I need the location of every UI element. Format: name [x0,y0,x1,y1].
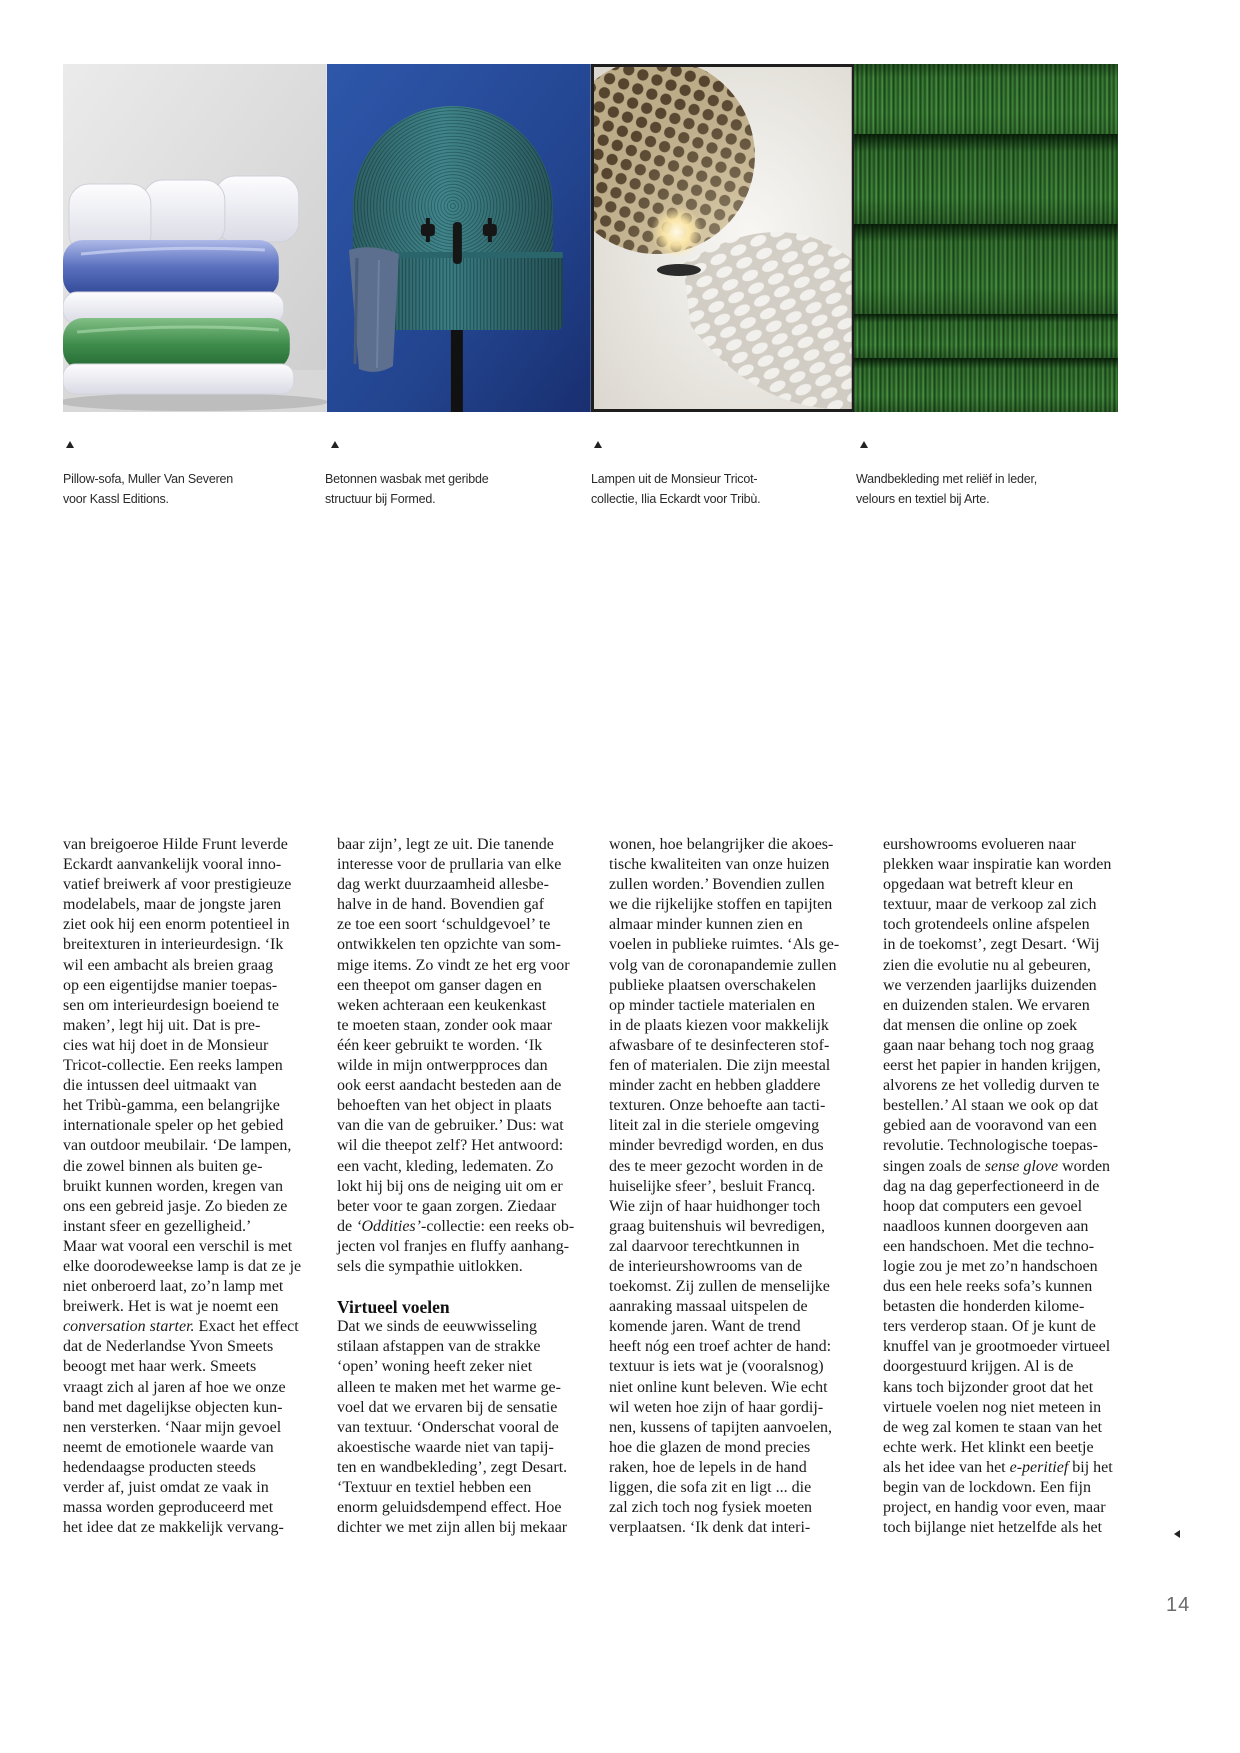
text-line: publieke plaatsen overschakelen [609,976,817,994]
text-line: wil die theepot zelf? Het antwoord: [337,1137,564,1155]
text-line: sels die sympathie uitlokken. [337,1257,523,1275]
text-line: conversation starter. Exact het effect [63,1318,299,1336]
text-line: minder zacht en hebben gladdere [609,1077,821,1095]
text-line: beoogt met haar werk. Smeets [63,1358,257,1376]
text-line: zal daarvoor terechtkunnen in [609,1237,800,1255]
text-line: en duizenden stalen. We ervaren [883,996,1090,1014]
text-line: liteit zal in die steriele omgeving [609,1117,820,1135]
text-line: alleen te maken met het warme ge- [337,1378,561,1396]
italic-term: e-peritief [1009,1458,1069,1476]
article-column-3 [609,835,844,1538]
text-line: heeft nóg een troef achter de hand: [609,1338,832,1356]
text-line: kans toch bijzonder groot dat het [883,1378,1094,1396]
text-line: akoestische waarde niet van tapij- [337,1438,554,1456]
text-line: massa worden geproduceerd met [63,1499,274,1517]
text-line: band met dagelijkse objecten kun- [63,1398,283,1416]
caption-line: Lampen uit de Monsieur Tricot- [591,472,758,486]
text-line: vraagt zich al jaren af hoe we onze [63,1378,286,1396]
text-line: instant sfeer en gezelligheid.’ [63,1217,252,1235]
caption-line: Wandbekleding met reliëf in leder, [856,472,1038,486]
text-line: logie zou je met zo’n handschoen [883,1257,1098,1275]
text-line: dichter we met zijn allen bij mekaar [337,1519,568,1537]
text-line: een theepot om ganser dagen en [337,976,542,994]
triangle-up-icon [331,441,339,448]
text-line: ters verderop staan. Of je kunt de [883,1318,1096,1336]
italic-term: ‘Oddities’ [356,1217,421,1235]
text-line: toekomst. Zij zullen de menselijke [609,1278,830,1296]
text-line: hedendaagse producten steeds [63,1458,256,1476]
text-line: enorm geluidsdempend effect. Hoe [337,1499,562,1517]
text-line: we verzenden jaarlijks duizenden [883,976,1097,994]
text-line: verplaatsen. ‘Ik denk dat interi- [609,1519,811,1537]
photo-wall-covering [854,64,1118,412]
text-line: tische kwaliteiten van onze huizen [609,856,830,874]
triangle-up-icon [594,441,602,448]
text-line: vatief breiwerk af voor prestigieuze [63,876,292,894]
italic-term: conversation starter. [63,1318,195,1336]
text-line: ons een gebreid jasje. Zo bieden ze [63,1197,288,1215]
text-line: breitexturen in interieurdesign. ‘Ik [63,936,284,954]
text-line: maken’, legt hij uit. Dat is pre- [63,1016,261,1034]
text-line: texturen. Onze behoefte aan tacti- [609,1097,826,1115]
text-line: ten en wandbekleding’, zegt Desart. [337,1458,568,1476]
text-line: cies wat hij doet in de Monsieur [63,1036,269,1054]
lamp-image [591,64,855,412]
photo-ribbed-washbasin [327,64,591,412]
text-line: wil een ambacht als breien graag [63,956,274,974]
text-line: raken, hoe de lepels in de hand [609,1458,807,1476]
fringe-rows [854,64,1118,412]
washbasin-image [327,64,591,412]
text-line: de interieurshowrooms van de [609,1257,803,1275]
caption-pillow-sofa [63,470,233,509]
text-line: interesse voor de prullaria van elke [337,856,562,874]
text-line: nen, kussens of tapijten aanvoelen, [609,1418,833,1436]
text-line: des te meer gezocht worden in de [609,1157,824,1175]
text-line: lokt hij bij ons de neiging uit om er [337,1177,563,1195]
sofa-image [63,64,327,412]
text-line: wil weten hoe zijn of haar gordij- [609,1398,824,1416]
text-line: modelabels, maar de jongste jaren [63,896,282,914]
text-line: we die rijkelijke stoffen en tapijten [609,896,833,914]
text-line: huiselijke sfeer’, besluit Francq. [609,1177,816,1195]
text-line: halve in de hand. Bovendien gaf [337,896,545,914]
caption-line: Betonnen wasbak met geribde [325,472,489,486]
text-line: jecten vol franjes en fluffy aanhang- [337,1237,570,1255]
text-line: betasten die honderden kilome- [883,1298,1085,1316]
text-line: die intussen deel uitmaakt van [63,1077,257,1095]
text-line: dus een hele reeks sofa’s kunnen [883,1278,1093,1296]
text-line: elke doorodeweekse lamp is dat ze je [63,1257,302,1275]
text-line: weken achteraan een keukenkast [337,996,547,1014]
text-line: zien die evolutie nu al gebeuren, [883,956,1091,974]
fringe-wall-image [854,64,1118,412]
text-line: almaar minder kunnen zien en [609,916,803,934]
text-line: stilaan afstappen van de strakke [337,1338,541,1356]
text-line: van outdoor meubilair. ‘De lampen, [63,1137,292,1155]
text-line: niet onberoerd laat, zo’n lamp met [63,1278,284,1296]
text-line: baar zijn’, legt ze uit. Die tanende [337,836,554,853]
triangle-left-icon [1174,1530,1180,1538]
triangle-up-icon [66,441,74,448]
text-line: Eckardt aanvankelijk vooral inno- [63,856,282,874]
text-line: eurshowrooms evolueren naar [883,836,1076,853]
text-line: wilde in mijn ontwerpproces dan [337,1057,548,1075]
text-line: hoe die glazen de mond precies [609,1438,811,1456]
text-line: de ‘Oddities’-collectie: een reeks ob- [337,1217,575,1235]
text-line: de weg zal komen te staan van het [883,1418,1103,1436]
text-line: Tricot-collectie. Een reeks lampen [63,1057,283,1075]
text-line: aanraking massaal uitspelen de [609,1298,808,1316]
text-line: op een eigentijdse manier toepas- [63,976,278,994]
text-line: in de plaats kiezen voor makkelijk [609,1016,829,1034]
caption-line: collectie, Ilia Eckardt voor Tribù. [591,491,761,506]
text-line: behoeften van het object in plaats [337,1097,552,1115]
text-line: te moeten staan, zonder ook maar [337,1016,553,1034]
text-line: ook eerst aandacht besteden aan de [337,1077,562,1095]
text-line: één keer gebruikt te worden. ‘Ik [337,1036,543,1054]
text-line: als het idee van het e-peritief bij het [883,1458,1113,1476]
sofa-cushions [63,176,299,394]
text-line: breiwerk. Het is wat je noemt een [63,1298,279,1316]
text-line: neemt de emotionele waarde van [63,1438,274,1456]
basin-pedestal [451,326,463,412]
text-line: dag werkt duurzaamheid allesbe- [337,876,549,894]
text-line: textuur is iets wat je (vooralsnog) [609,1358,824,1376]
text-line: opgedaan wat betreft kleur en [883,876,1074,894]
text-line: minder bevredigd worden, en dus [609,1137,824,1155]
article-column-2 [337,835,575,1538]
text-line: singen zoals de sense glove worden [883,1157,1111,1175]
text-line: eerst het papier in handen krijgen, [883,1057,1101,1075]
text-line: ‘open’ woning heeft zeker niet [337,1358,533,1376]
caption-line: structuur bij Formed. [325,491,436,506]
text-line: niet online kunt beleven. Wie echt [609,1378,828,1396]
text-line: toch grotendeels online afspelen [883,916,1090,934]
text-line: naadloos kunnen doorgeven aan [883,1217,1089,1235]
caption-line: velours en textiel bij Arte. [856,491,990,506]
photo-strip [63,64,1118,412]
text-line: ziet ook hij een enorm potentieel in [63,916,290,934]
text-line: gaan naar behang toch nog graag [883,1036,1095,1054]
text-line: virtuele voelen nog niet meteen in [883,1398,1102,1416]
photo-tricot-lamp [591,64,855,412]
text-line: zullen worden.’ Bovendien zullen [609,876,825,894]
text-line: begin van de lockdown. Een fijn [883,1479,1091,1496]
text-line: ze toe een soort ‘schuldgevoel’ te [337,916,551,934]
text-line: doorgestuurd krijgen. Al is de [883,1358,1074,1376]
text-line: mige items. Zo vindt ze het erg voor [337,956,570,974]
text-line: toch bijlange niet hetzelfde als het [883,1519,1103,1537]
text-line: graag buitenshuis wil bevredigen, [609,1217,825,1235]
triangle-up-icon [860,441,868,448]
italic-term: sense glove [984,1157,1059,1175]
text-line: plekken waar inspiratie kan worden [883,856,1112,874]
text-line: van die van de gebruiker.’ Dus: wat [337,1117,564,1135]
text-line: beter voor te gaan zorgen. Ziedaar [337,1197,557,1215]
text-line: komende jaren. Want de trend [609,1318,801,1336]
text-line: ontwikkelen ten opzichte van som- [337,936,561,954]
lamp-bulb [650,206,702,258]
text-line: voelen in publieke ruimtes. ‘Als ge- [609,936,840,954]
text-line: alvorens ze het volledig durven te [883,1077,1100,1095]
text-line: dat mensen die online op zoek [883,1016,1078,1034]
caption-line: Pillow-sofa, Muller Van Severen [63,472,234,486]
text-line: ‘Textuur en textiel hebben een [337,1479,532,1496]
text-line: project, en handig voor even, maar [883,1499,1106,1517]
text-line: van breigoeroe Hilde Frunt leverde [63,836,288,853]
page-number: 14 [1166,1594,1191,1616]
text-line: internationale speler op het gebied [63,1117,284,1135]
text-line: zal zich toch nog fysiek moeten [609,1499,813,1517]
text-line: bruikt kunnen worden, kregen van [63,1177,283,1195]
text-line: een handschoen. Met die techno- [883,1237,1095,1255]
caption-wall-covering [856,470,1037,509]
caption-lamp [591,470,760,509]
text-line: revolutie. Technologische toepas- [883,1137,1098,1155]
article-column-4 [883,835,1118,1538]
caption-washbasin [325,470,488,509]
text-line: fen of materialen. Die zijn meestal [609,1057,831,1075]
text-line: Dat we sinds de eeuwwisseling [337,1318,537,1336]
text-line: die zowel binnen als buiten ge- [63,1157,263,1175]
text-line: volg van de coronapandemie zullen [609,956,837,974]
article-column-1 [63,835,302,1538]
text-line: Maar wat vooral een verschil is met [63,1237,293,1255]
text-line: liggen, die sofa zit en ligt ... die [609,1479,812,1496]
text-line: dag na dag geperfectioneerd in de [883,1177,1100,1195]
text-line: dat de Nederlandse Yvon Smeets [63,1338,274,1356]
text-line: verder af, juist omdat ze vaak in [63,1479,269,1496]
text-line: echte werk. Het klinkt een beetje [883,1438,1094,1456]
text-line: Wie zijn of haar huidhonger toch [609,1197,821,1215]
text-line: knuffel van je grootmoeder virtueel [883,1338,1111,1356]
text-line: wonen, hoe belangrijker die akoes- [609,836,834,853]
caption-line: voor Kassl Editions. [63,491,169,506]
text-line: textuur, maar de verkoop zal zich [883,896,1097,914]
text-line: hoop dat computers een gevoel [883,1197,1083,1215]
towel [349,247,399,372]
text-line: van textuur. ‘Onderschat vooral de [337,1418,559,1436]
text-line: in de toekomst’, zegt Desart. ‘Wij [883,936,1100,954]
text-line: bestellen.’ Al staan we ook op dat [883,1097,1099,1115]
text-line: voel dat we ervaren bij de sensatie [337,1398,558,1416]
text-line: sen om interieurdesign boeiend te [63,996,279,1014]
text-line: het idee dat ze makkelijk vervang- [63,1519,284,1537]
text-line: nen versterken. ‘Naar mijn gevoel [63,1418,282,1436]
text-line: op minder tactiele materialen en [609,996,816,1014]
section-heading: Virtueel voelen [337,1297,450,1318]
lamp-base [656,264,700,276]
text-line: afwasbare of te desinfecteren stof- [609,1036,830,1054]
text-line: gebied aan de vooravond van een [883,1117,1097,1135]
photo-pillow-sofa [63,64,327,412]
text-line: een vacht, kleding, ledematen. Zo [337,1157,554,1175]
text-line: het Tribù-gamma, een belangrijke [63,1097,280,1115]
